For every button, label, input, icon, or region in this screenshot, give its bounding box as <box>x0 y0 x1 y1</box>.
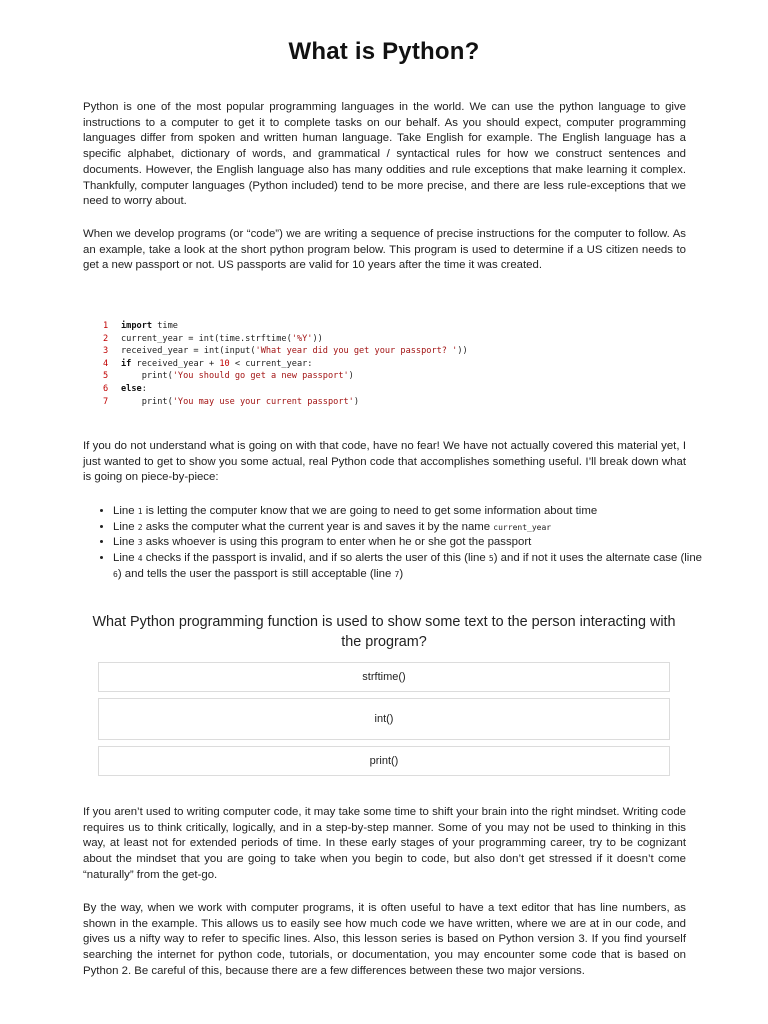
list-item: • Line 4 checks if the passport is invalid, and if so alerts the user of this (line 5) and if not it uses the alternate case (line 6) and tells the user the passport is still acceptable (line 7) <box>113 551 713 582</box>
quiz-option-label: strftime() <box>362 671 406 683</box>
line-number: 7 <box>103 396 109 407</box>
page-title: What is Python? <box>288 38 480 65</box>
list-item: • Line 3 asks whoever is using this program to enter when he or she got the passport <box>113 535 713 551</box>
code-line-4: 4 if received_year + 10 < current_year: <box>103 358 313 369</box>
quiz-option-print[interactable] <box>98 746 670 776</box>
code-line-2: 2 current_year = int(time.strftime('%Y')) <box>103 333 323 344</box>
quiz-question: What Python programming function is used to show some text to the person interacting with the program? <box>92 614 676 650</box>
editor-tip-paragraph: By the way, when we work with computer programs, it is often useful to have a text editor that has line numbers, as shown in the example. This allows us to easily see how much code we have written, where we are at in our code, and gives us a nifty way to refer to specific lines. Also, this lesson series is based on Python version 3. If you find yourself searching the internet for python code, tutorials, or documentation, you may encounter some code that is based on Python 2. Be careful of this, because there are a few differences between these two major versions. <box>83 902 686 977</box>
line-number: 2 <box>103 333 109 344</box>
quiz-option-label: int() <box>374 713 394 725</box>
code-line-7: 7 print('You may use your current passport') <box>103 396 360 407</box>
intro-paragraph: Python is one of the most popular programming languages in the world. We can use the python language to give instructions to a computer to get it to complete tasks on our behalf. As you should expect, computer programming languages differ from spoken and written human language. Take English for example. The English language has a specific alphabet, dictionary of words, and grammatical / syntactical rules for how we construct sentences and documents. However, the English language also has many oddities and rule exceptions that make learning it complex. Thankfully, computer languages (Python included) tend to be more precise, and there are less rule-exceptions that we need to worry about. <box>83 101 686 208</box>
list-item: • Line 1 is letting the computer know that we are going to need to get some information about time <box>113 504 713 520</box>
line-number: 4 <box>103 358 109 369</box>
code-line-5: 5 print('You should go get a new passport') <box>103 371 354 382</box>
line-breakdown-list <box>83 504 713 583</box>
code-intro-paragraph: When we develop programs (or “code”) we are writing a sequence of precise instructions for the computer to follow. As an example, take a look at the short python program below. This program is used to determine if a US citizen needs to get a new passport or not. US passports are valid for 10 years after the time it was created. <box>83 228 686 272</box>
explanation-paragraph: If you do not understand what is going on with that code, have no fear! We have not actually covered this material yet, I just wanted to get to show you some actual, real Python code that accomplishes something useful. I’ll break down what is going on piece-by-piece: <box>83 440 686 484</box>
line-number: 3 <box>103 346 109 357</box>
mindset-paragraph: If you aren’t used to writing computer code, it may take some time to shift your brain into the right mindset. Writing code requires us to think critically, logically, and in a step-by-step manner. Some of you may not be used to thinking in this way, at least not for extended periods of time. In these early stages of your programming career, try to be cognizant about the mindset that you are going to take when you begin to code, but also don’t get stressed if it doesn’t come “naturally” from the get-go. <box>83 806 686 881</box>
line-number: 5 <box>103 371 109 382</box>
code-block <box>103 320 468 408</box>
code-line-1: 1 import time <box>103 321 178 331</box>
quiz-option-strftime[interactable] <box>98 662 670 692</box>
list-item: • Line 2 asks the computer what the current year is and saves it by the name current_year <box>113 520 713 536</box>
quiz-option-label: print() <box>369 755 399 767</box>
line-number: 6 <box>103 383 109 394</box>
line-number: 1 <box>103 321 109 331</box>
quiz-option-int[interactable] <box>98 698 670 740</box>
code-line-3: 3 received_year = int(input('What year did you get your passport? ')) <box>103 346 468 357</box>
code-line-6: 6 else: <box>103 383 147 394</box>
